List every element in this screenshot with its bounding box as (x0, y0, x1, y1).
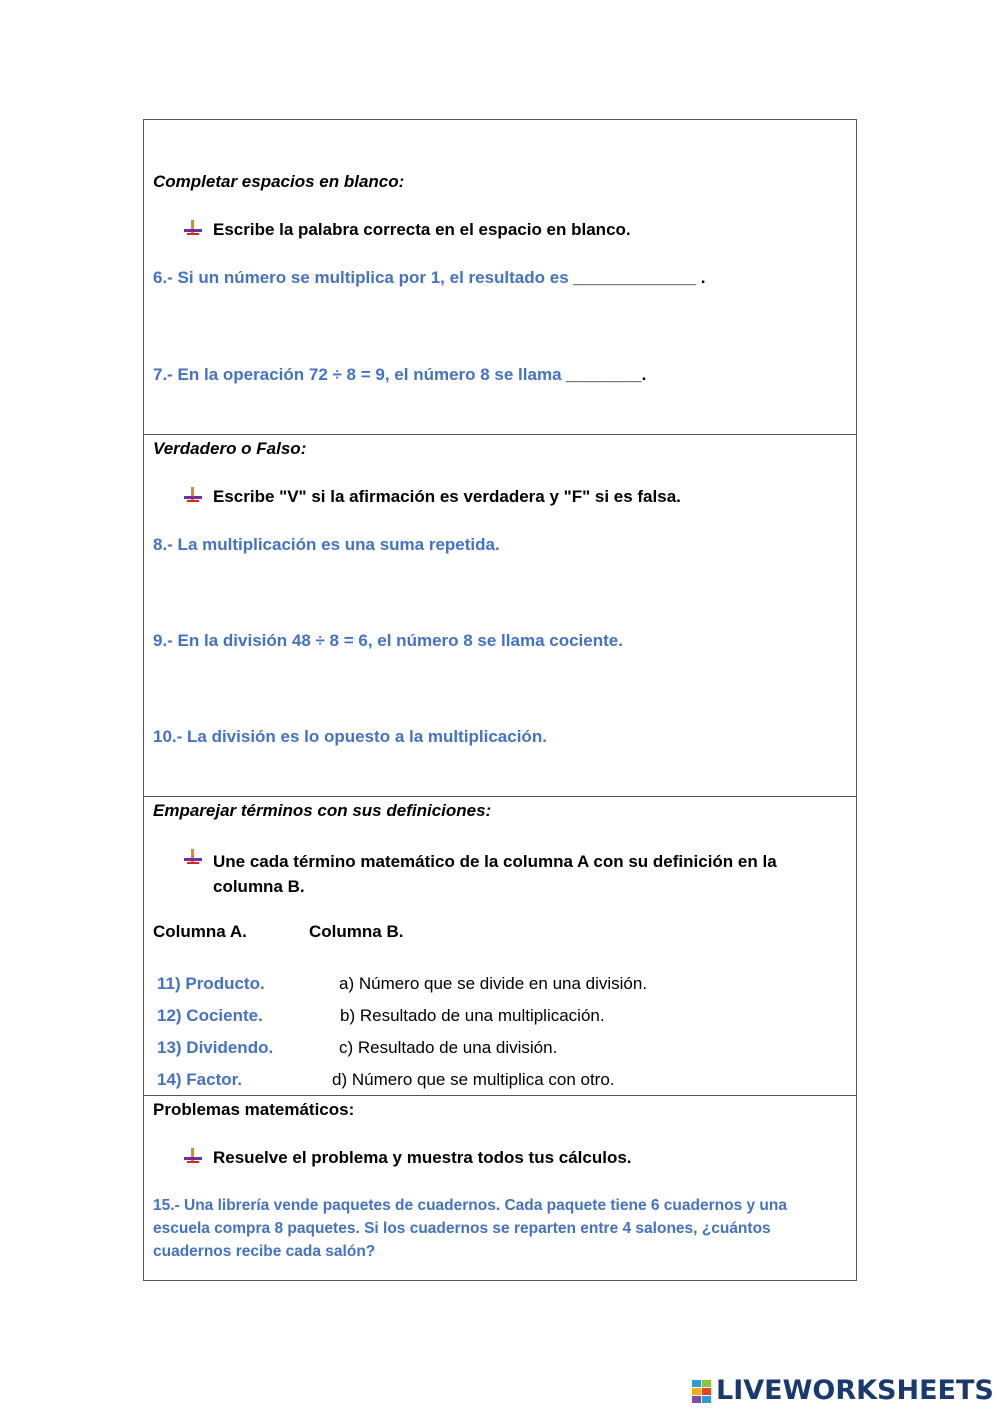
instruction: Resuelve el problema y muestra todos tus cálculos. (213, 1148, 632, 1167)
definition-item[interactable]: c) Resultado de una división. (339, 1038, 558, 1057)
worksheet (143, 119, 857, 1281)
bullet-arrow-icon (184, 487, 202, 505)
answer-blank[interactable]: _____________ . (573, 268, 706, 287)
term-item[interactable]: 11) Producto. (157, 974, 265, 993)
question-10: 10.- La división es lo opuesto a la multiplicación. (153, 727, 547, 746)
definition-item[interactable]: a) Número que se divide en una división. (339, 974, 648, 993)
section-problems (144, 1095, 856, 1283)
instruction: Escribe "V" si la afirmación es verdadera y "F" si es falsa. (213, 487, 681, 506)
definition-item[interactable]: d) Número que se multiplica con otro. (332, 1070, 615, 1089)
section-matching (144, 796, 856, 1096)
instruction: Une cada término matemático de la columna A con su definición en la columna B. (213, 852, 777, 896)
term-item[interactable]: 13) Dividendo. (157, 1038, 274, 1057)
section-title: Problemas matemáticos: (153, 1100, 355, 1119)
section-true-false (144, 434, 856, 797)
brand-name: LIVEWORKSHEETS (716, 1374, 994, 1406)
column-a-header: Columna A. (153, 922, 247, 941)
question-7: 7.- En la operación 72 ÷ 8 = 9, el número 8 se llama ________. (153, 365, 647, 384)
term-item[interactable]: 12) Cociente. (157, 1006, 263, 1025)
question-8: 8.- La multiplicación es una suma repetida. (153, 535, 500, 554)
section-title: Completar espacios en blanco: (153, 172, 405, 191)
question-15: 15.- Una librería vende paquetes de cuadernos. Cada paquete tiene 6 cuadernos y una escuela compra 8 paquetes. Si los cuadernos se reparten entre 4 salones, ¿cuántos cuadernos recibe cada salón? (153, 1197, 787, 1260)
bullet-arrow-icon (184, 220, 202, 238)
term-item[interactable]: 14) Factor. (157, 1070, 243, 1089)
liveworksheets-logo-icon (692, 1378, 712, 1402)
answer-blank[interactable]: ________. (565, 365, 647, 384)
liveworksheets-logo (692, 1374, 994, 1406)
section-title: Emparejar términos con sus definiciones: (153, 801, 492, 820)
question-9: 9.- En la división 48 ÷ 8 = 6, el número 8 se llama cociente. (153, 631, 623, 650)
question-6: 6.- Si un número se multiplica por 1, el resultado es _____________ . (153, 268, 706, 287)
definition-item[interactable]: b) Resultado de una multiplicación. (340, 1006, 605, 1025)
section-fill-blanks (144, 120, 856, 434)
instruction: Escribe la palabra correcta en el espacio en blanco. (213, 220, 631, 239)
bullet-arrow-icon (184, 849, 202, 867)
bullet-arrow-icon (184, 1148, 202, 1166)
section-title: Verdadero o Falso: (153, 439, 307, 458)
column-b-header: Columna B. (309, 922, 404, 941)
